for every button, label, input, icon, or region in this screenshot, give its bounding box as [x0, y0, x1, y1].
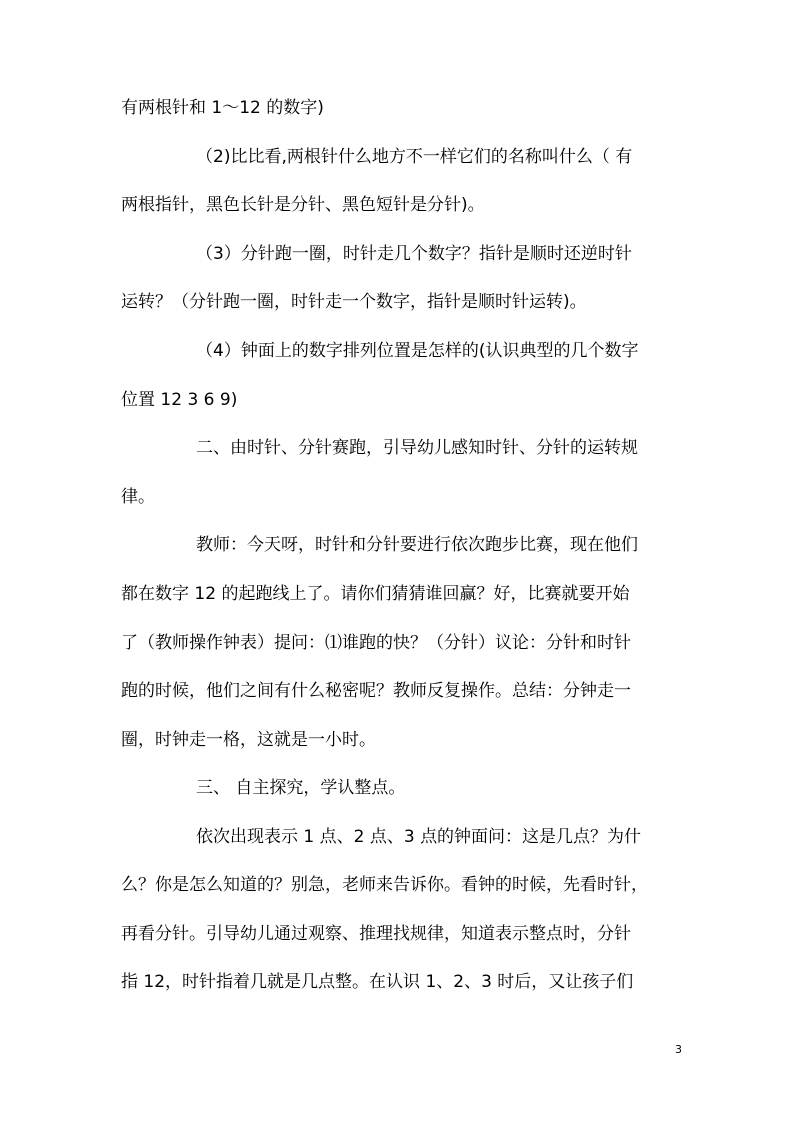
text-line: 二、由时针、分针赛跑，引导幼儿感知时针、分针的运转规: [196, 438, 638, 458]
text-line: （4）钟面上的数字排列位置是怎样的(认识典型的几个数字: [196, 341, 639, 361]
text-line: （3）分针跑一圈，时针走几个数字？指针是顺时还逆时针: [196, 244, 632, 264]
page-number: 3: [675, 1043, 682, 1056]
text-line: 指 12，时针指着几就是几点整。在认识 1、2、3 时后，又让孩子们: [121, 972, 634, 992]
text-line: 么？你是怎么知道的？别急，老师来告诉你。看钟的时候，先看时针，: [121, 875, 648, 895]
text-line: 圈，时钟走一格，这就是一小时。: [121, 730, 376, 750]
text-line: 有两根针和 1～12 的数字): [121, 98, 324, 118]
text-line: 运转？（分针跑一圈，时针走一个数字，指针是顺时针运转)。: [121, 292, 587, 312]
text-line: 都在数字 12 的起跑线上了。请你们猜猜谁回赢？好，比赛就要开始: [121, 584, 630, 604]
text-line: 跑的时候，他们之间有什么秘密呢？教师反复操作。总结：分钟走一: [121, 681, 631, 701]
text-line: 律。: [121, 487, 155, 507]
text-line: （2)比比看,两根针什么地方不一样它们的名称叫什么（ 有: [196, 147, 633, 167]
text-line: 依次出现表示 1 点、2 点、3 点的钟面问：这是几点？为什: [196, 827, 642, 847]
text-line: 教师：今天呀，时针和分针要进行依次跑步比赛，现在他们: [196, 535, 638, 555]
text-line: 了（教师操作钟表）提问：⑴谁跑的快？（分针）议论：分针和时针: [121, 633, 631, 653]
text-line: 再看分针。引导幼儿通过观察、推理找规律，知道表示整点时，分针: [121, 924, 631, 944]
text-line: 两根指针，黑色长针是分针、黑色短针是分针)。: [121, 195, 485, 215]
text-line: 位置 12 3 6 9): [121, 390, 238, 410]
text-line: 三、 自主探究，学认整点。: [196, 778, 406, 798]
